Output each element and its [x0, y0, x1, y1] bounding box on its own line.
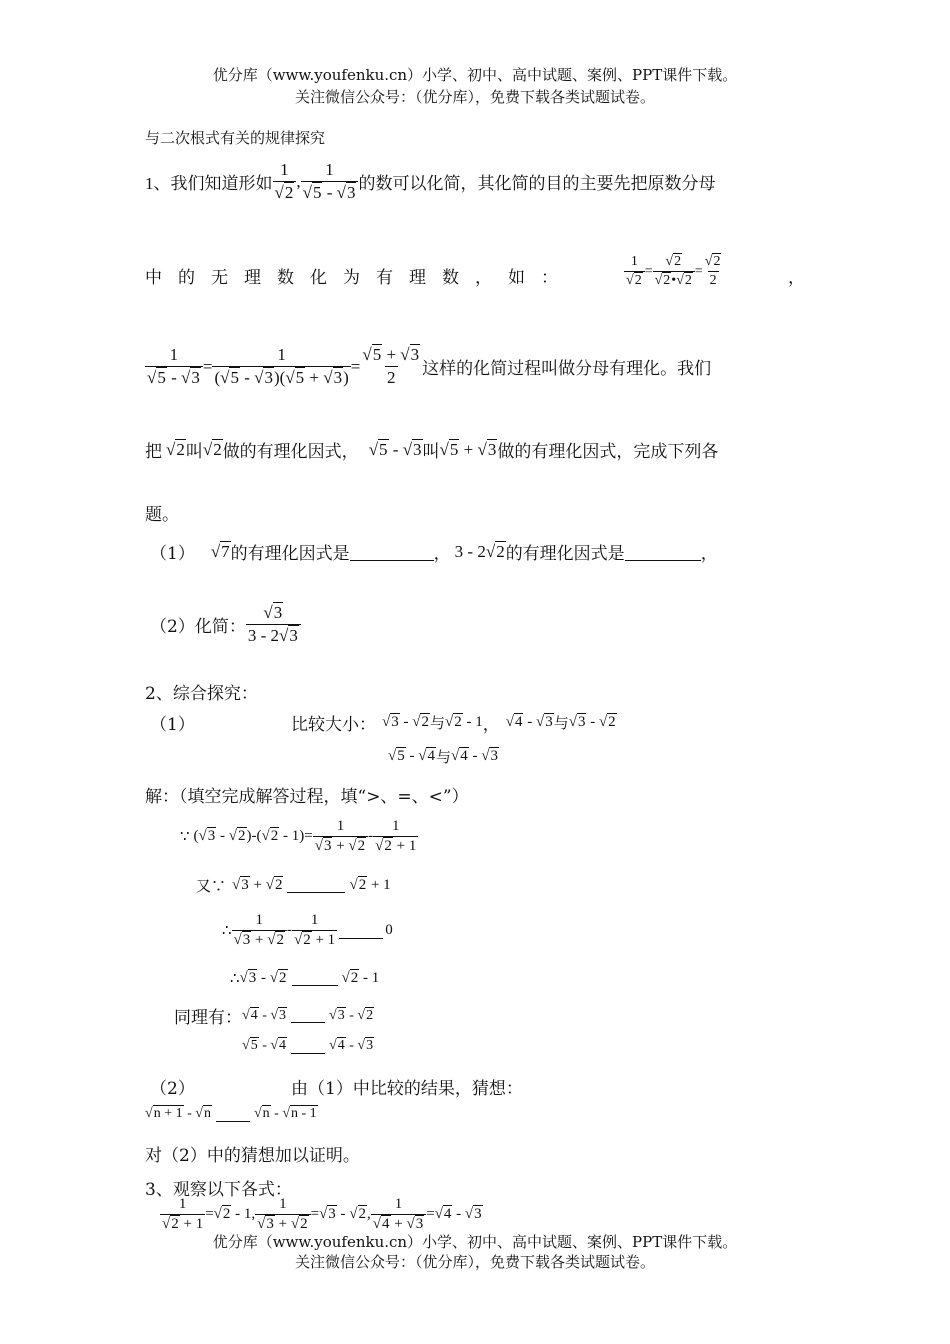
q2-same-reason-1: 同理有： √4 - √3 √3 - √2: [174, 1003, 374, 1028]
answer-blank-5[interactable]: [292, 971, 338, 986]
q2-part2-label: （2）: [150, 1079, 195, 1099]
radicand: n + 1: [153, 1106, 183, 1121]
fraction: $\frac{1}{√3 + √2}$: [232, 912, 287, 949]
comma: ，: [700, 544, 718, 564]
radicand: 5: [157, 368, 166, 387]
radicand: 2: [276, 932, 284, 948]
radicand: 5: [372, 345, 382, 364]
radicand: 4: [279, 1038, 287, 1053]
q2-solution-prompt: 解：（填空完成解答过程，填“>、=、<”）: [145, 787, 469, 807]
zero: 0: [385, 922, 393, 938]
page-footer-line1: 优分库（www.youfenku.cn）小学、初中、高中试题、案例、PPT课件下载。: [212, 1233, 738, 1251]
radicand: 5: [449, 439, 459, 459]
radicand: 2: [270, 828, 279, 844]
operator: -: [258, 1007, 271, 1023]
operator: -: [166, 368, 182, 387]
fraction-1-over-sqrt2: $\frac{1}{√2}$: [273, 160, 297, 203]
operator: +: [459, 439, 478, 459]
radicand: 2: [608, 714, 616, 730]
radicand: 2: [496, 541, 505, 561]
numerator: 1: [394, 1196, 403, 1212]
radicand: 7: [221, 541, 230, 561]
radicand: 3: [490, 748, 498, 764]
text: 比较大小：: [291, 715, 376, 735]
answer-blank-3[interactable]: [287, 878, 345, 893]
example-rationalize-sqrt2: [624, 254, 723, 289]
fraction-1-over-sqrt5-minus-sqrt3: $\frac{1}{√5 - √3}$: [301, 160, 359, 203]
radicand: 3: [279, 1007, 287, 1023]
radicand: 4: [443, 1206, 452, 1222]
operator: -: [322, 183, 337, 202]
operator: + 1: [179, 1216, 204, 1232]
answer-blank-7[interactable]: [291, 1039, 325, 1054]
label: （1）: [150, 544, 195, 564]
radicand: n: [262, 1106, 270, 1121]
radicand: 3: [207, 828, 216, 844]
radicand: n: [203, 1106, 211, 1121]
text: 与: [553, 714, 569, 732]
numerator: 1: [178, 1196, 187, 1212]
radicand: 3: [333, 368, 343, 387]
fraction: $\frac{1}{√3 + √2}$: [255, 1196, 310, 1233]
radicand: 5: [312, 183, 322, 202]
page-footer-line2: 关注微信公众号：（优分库），免费下载各类试题试卷。: [294, 1253, 655, 1271]
radicand: 3: [545, 714, 553, 730]
radicand: 3: [346, 183, 356, 202]
fraction: $\frac{1}{(√5 - √3)(√5 + √3)}$: [214, 345, 349, 387]
radicand: 2: [713, 254, 721, 269]
radicand: 4: [337, 1038, 345, 1053]
radicand: 2: [663, 273, 671, 288]
radicand: 2: [421, 714, 429, 730]
answer-blank-4[interactable]: [339, 922, 383, 939]
text: 叫: [185, 442, 203, 462]
fraction: $\frac{1}{√2 + 1}$: [375, 818, 417, 854]
comma: ,: [296, 171, 301, 191]
numerator: 1: [169, 345, 179, 364]
radicand: 2: [350, 970, 359, 986]
q3-title: 3、观察以下各式：: [145, 1180, 292, 1200]
numerator: 1: [325, 160, 334, 179]
comma: ，: [482, 715, 500, 735]
answer-blank-2[interactable]: [625, 542, 701, 561]
radicand: 2: [222, 1206, 231, 1222]
radicand: 2: [300, 1216, 308, 1232]
radicand: 4: [250, 1007, 258, 1023]
numerator: 1: [392, 818, 400, 834]
q2-step-because: ∵ (√3 - √2) - (√2 - 1) = $\frac{1}{√3 + √2}$ - $\frac{1}{√2 + 1}$: [180, 818, 417, 854]
q1-line3-tail: 这样的化简过程叫做分母有理化。我们: [422, 359, 712, 379]
numerator: 1: [277, 345, 286, 364]
again-because-symbol: 又∵: [196, 877, 227, 895]
text: 叫: [422, 442, 440, 462]
radicand: 2: [454, 714, 462, 730]
operator: -: [468, 748, 482, 764]
radicand: 4: [514, 714, 523, 730]
q2-step-again-because: 又∵ √3 + √2 √2 + 1: [196, 877, 391, 895]
operator: -: [183, 1106, 196, 1121]
numerator: 1: [280, 160, 289, 179]
operator: + 1: [367, 877, 391, 893]
q2-conjecture: √n + 1 - √n √n - √n - 1: [145, 1106, 317, 1121]
denominator: 2: [387, 368, 396, 387]
fraction: $\frac{1}{√2}$: [624, 254, 645, 289]
q1-intro: [145, 160, 715, 203]
operator: -: [270, 1106, 283, 1121]
fraction: $\frac{√5 + √3}{2}$: [362, 345, 420, 387]
equals: =: [426, 1206, 435, 1222]
numerator: 1: [255, 912, 264, 928]
operator: - 1: [359, 970, 380, 986]
equals: =: [350, 356, 361, 376]
radicand: 3: [410, 345, 420, 364]
radicand: n - 1: [291, 1106, 317, 1121]
text: 与: [429, 714, 445, 732]
fraction: $\frac{1}{√3 + √2}$: [313, 818, 368, 855]
radicand: 5: [379, 439, 388, 459]
q1-line4: 把 √2 叫 √2 做的有理化因式， √5 - √3 叫 √5 + √3 做的有理化因式，完成下列各: [145, 437, 718, 462]
radicand: 2: [384, 838, 392, 854]
radicand: 2: [358, 877, 367, 893]
radicand: 2: [366, 1007, 374, 1023]
q2-title: 2、综合探究：: [145, 684, 258, 704]
radicand: 3: [366, 1038, 374, 1053]
q2-part1-compare: 比较大小： √3 - √2 与 √2 - 1 ， √4 - √3 与 √3 - √2: [291, 710, 617, 735]
radicand: 2: [171, 1216, 179, 1232]
multiply-dot: •: [671, 273, 677, 288]
q1-intro-a: 1、我们知道形如: [145, 174, 273, 193]
operator: -: [345, 1038, 358, 1053]
operator: - 1: [231, 1206, 252, 1222]
comma: ，: [433, 544, 451, 564]
operator: + 1: [311, 932, 336, 948]
operator: -: [368, 828, 374, 844]
operator: -: [586, 714, 599, 730]
equals: =: [304, 828, 313, 844]
radicand: 5: [295, 368, 305, 387]
radicand: 2: [303, 932, 311, 948]
operator: + 1: [392, 838, 417, 854]
radicand: 2: [634, 273, 642, 288]
radicand: 3: [273, 603, 283, 622]
equals: =: [310, 1206, 320, 1222]
q1-rationalize-example: [145, 345, 711, 388]
fraction: $\frac{1}{√2 + 1}$: [162, 1196, 204, 1232]
q1-line2: 中的无理数化为有理数，如：: [145, 268, 574, 288]
equals: =: [202, 356, 213, 376]
radicand: 3: [248, 970, 257, 986]
q2-step-therefore-2: ∴ √3 - √2 √2 - 1: [230, 970, 380, 987]
operator: 3 - 2: [454, 541, 486, 561]
operator: -: [239, 368, 255, 387]
text: 同理有：: [174, 1008, 242, 1028]
q3-pattern: $\frac{1}{√2 + 1}$ = √2 - 1, $\frac{1}{√3 + √2}$ = √3 - √2, $\frac{1}{√4 + √3}$ = √4 - √3: [162, 1196, 482, 1232]
radicand: 3: [264, 368, 273, 387]
radicand: 2: [279, 970, 287, 986]
radicand: 2: [358, 1206, 367, 1222]
operator: +: [251, 932, 268, 948]
radicand: 3: [289, 626, 298, 645]
radicand: 3: [323, 838, 332, 854]
operator: -: [336, 1206, 350, 1222]
operator: +: [382, 345, 401, 364]
radicand: 2: [674, 254, 682, 269]
radicand: 5: [250, 1038, 258, 1053]
radicand: 5: [230, 368, 239, 387]
numerator: 1: [336, 818, 345, 834]
radicand: 2: [213, 439, 222, 459]
answer-blank-1[interactable]: [350, 542, 434, 561]
because-symbol: ∵: [180, 829, 190, 845]
radicand: 4: [460, 748, 468, 764]
operator: -: [345, 1007, 358, 1023]
q1-line5: 题。: [145, 505, 179, 525]
label: （2）化简：: [150, 617, 246, 637]
page-header-line1: 优分库（www.youfenku.cn）小学、初中、高中试题、案例、PPT课件下载。: [212, 66, 738, 84]
operator: +: [332, 838, 349, 854]
radicand: 3: [191, 368, 200, 387]
therefore-symbol: ∴: [230, 971, 240, 987]
operator: +: [249, 877, 266, 893]
text: 与: [435, 748, 451, 766]
numerator: 1: [310, 912, 319, 928]
radicand: 3: [487, 439, 497, 459]
radicand: 4: [382, 1216, 390, 1232]
radicand: 4: [427, 748, 435, 764]
radicand: 3: [577, 714, 586, 730]
q1-intro-b: 的数可以化简，其化简的目的主要先把原数分母: [358, 174, 716, 193]
operator: -: [251, 828, 257, 844]
text: 做的有理化因式，完成下列各: [497, 442, 719, 462]
operator: -: [257, 970, 270, 986]
q2-part1-label: （1）: [150, 715, 195, 735]
operator: -: [399, 714, 413, 730]
text: 的有理化因式是: [505, 544, 625, 564]
radicand: 2: [274, 877, 283, 893]
operator: - 1: [462, 714, 483, 730]
radicand: 3: [266, 1216, 274, 1232]
radicand: 2: [684, 273, 692, 288]
operator: -: [523, 714, 536, 730]
equals: =: [205, 1206, 214, 1222]
therefore-symbol: ∴: [222, 923, 232, 939]
radicand: 2: [357, 838, 366, 854]
operator: +: [390, 1216, 407, 1232]
text: 做的有理化因式，: [222, 442, 359, 462]
radicand: 2: [284, 183, 294, 202]
q2-step-therefore-1: [222, 912, 393, 949]
fraction: $\frac{√2}{√2•√2}$: [653, 254, 695, 289]
operator: -: [452, 1206, 465, 1222]
fraction: $\frac{1}{√5 - √3}$: [145, 345, 203, 388]
page-header-line2: 关注微信公众号：（优分库），免费下载各类试题试卷。: [294, 88, 655, 106]
text: 的有理化因式是: [230, 544, 350, 564]
denominator: 2: [709, 273, 717, 288]
numerator: 1: [630, 254, 638, 269]
operator: -: [258, 1038, 271, 1053]
radicand: 3: [415, 1216, 424, 1232]
q2-part2-text: 由（1）中比较的结果，猜想：: [291, 1079, 523, 1099]
radicand: 3: [474, 1206, 482, 1222]
radicand: 3: [328, 1206, 336, 1222]
q2-same-reason-2: √5 - √4 √4 - √3: [242, 1038, 374, 1053]
radicand: 5: [397, 748, 405, 764]
fraction: $\frac{1}{√4 + √3}$: [371, 1196, 426, 1233]
operator: - 1: [279, 828, 300, 844]
operator: 3 - 2: [247, 626, 279, 645]
doc-title: 与二次根式有关的规律探究: [145, 129, 326, 147]
q1-part1: （1） √7 的有理化因式是 ， 3 - 2√2 的有理化因式是 ，: [150, 539, 718, 564]
answer-blank-6[interactable]: [291, 1008, 325, 1023]
operator: -: [216, 828, 229, 844]
operator: +: [274, 1216, 291, 1232]
radicand: 3: [242, 932, 251, 948]
radicand: 2: [176, 439, 185, 459]
comma: ，: [788, 268, 805, 288]
q1-part2: [150, 603, 301, 646]
answer-blank-8[interactable]: [216, 1107, 250, 1122]
q2-prove: 对（2）中的猜想加以证明。: [145, 1146, 360, 1166]
operator: +: [305, 368, 324, 387]
operator: -: [388, 439, 403, 459]
fraction: $\frac{√2}{2}$: [704, 254, 721, 288]
numerator: 1: [279, 1196, 287, 1212]
operator: -: [405, 748, 419, 764]
radicand: 3: [337, 1007, 345, 1023]
radicand: 2: [238, 828, 246, 844]
fraction: $\frac{√3}{3 - 2√3}$: [246, 603, 301, 646]
q2-part1-compare-2: √5 - √4 与 √4 - √3: [388, 748, 498, 766]
radicand: 3: [413, 439, 422, 459]
radicand: 3: [391, 714, 399, 730]
text: 把: [145, 442, 162, 462]
radicand: 3: [241, 877, 249, 893]
operator: -: [286, 922, 292, 938]
equals: =: [644, 263, 653, 279]
equals: =: [694, 263, 703, 279]
fraction: $\frac{1}{√2 + 1}$: [293, 912, 336, 948]
